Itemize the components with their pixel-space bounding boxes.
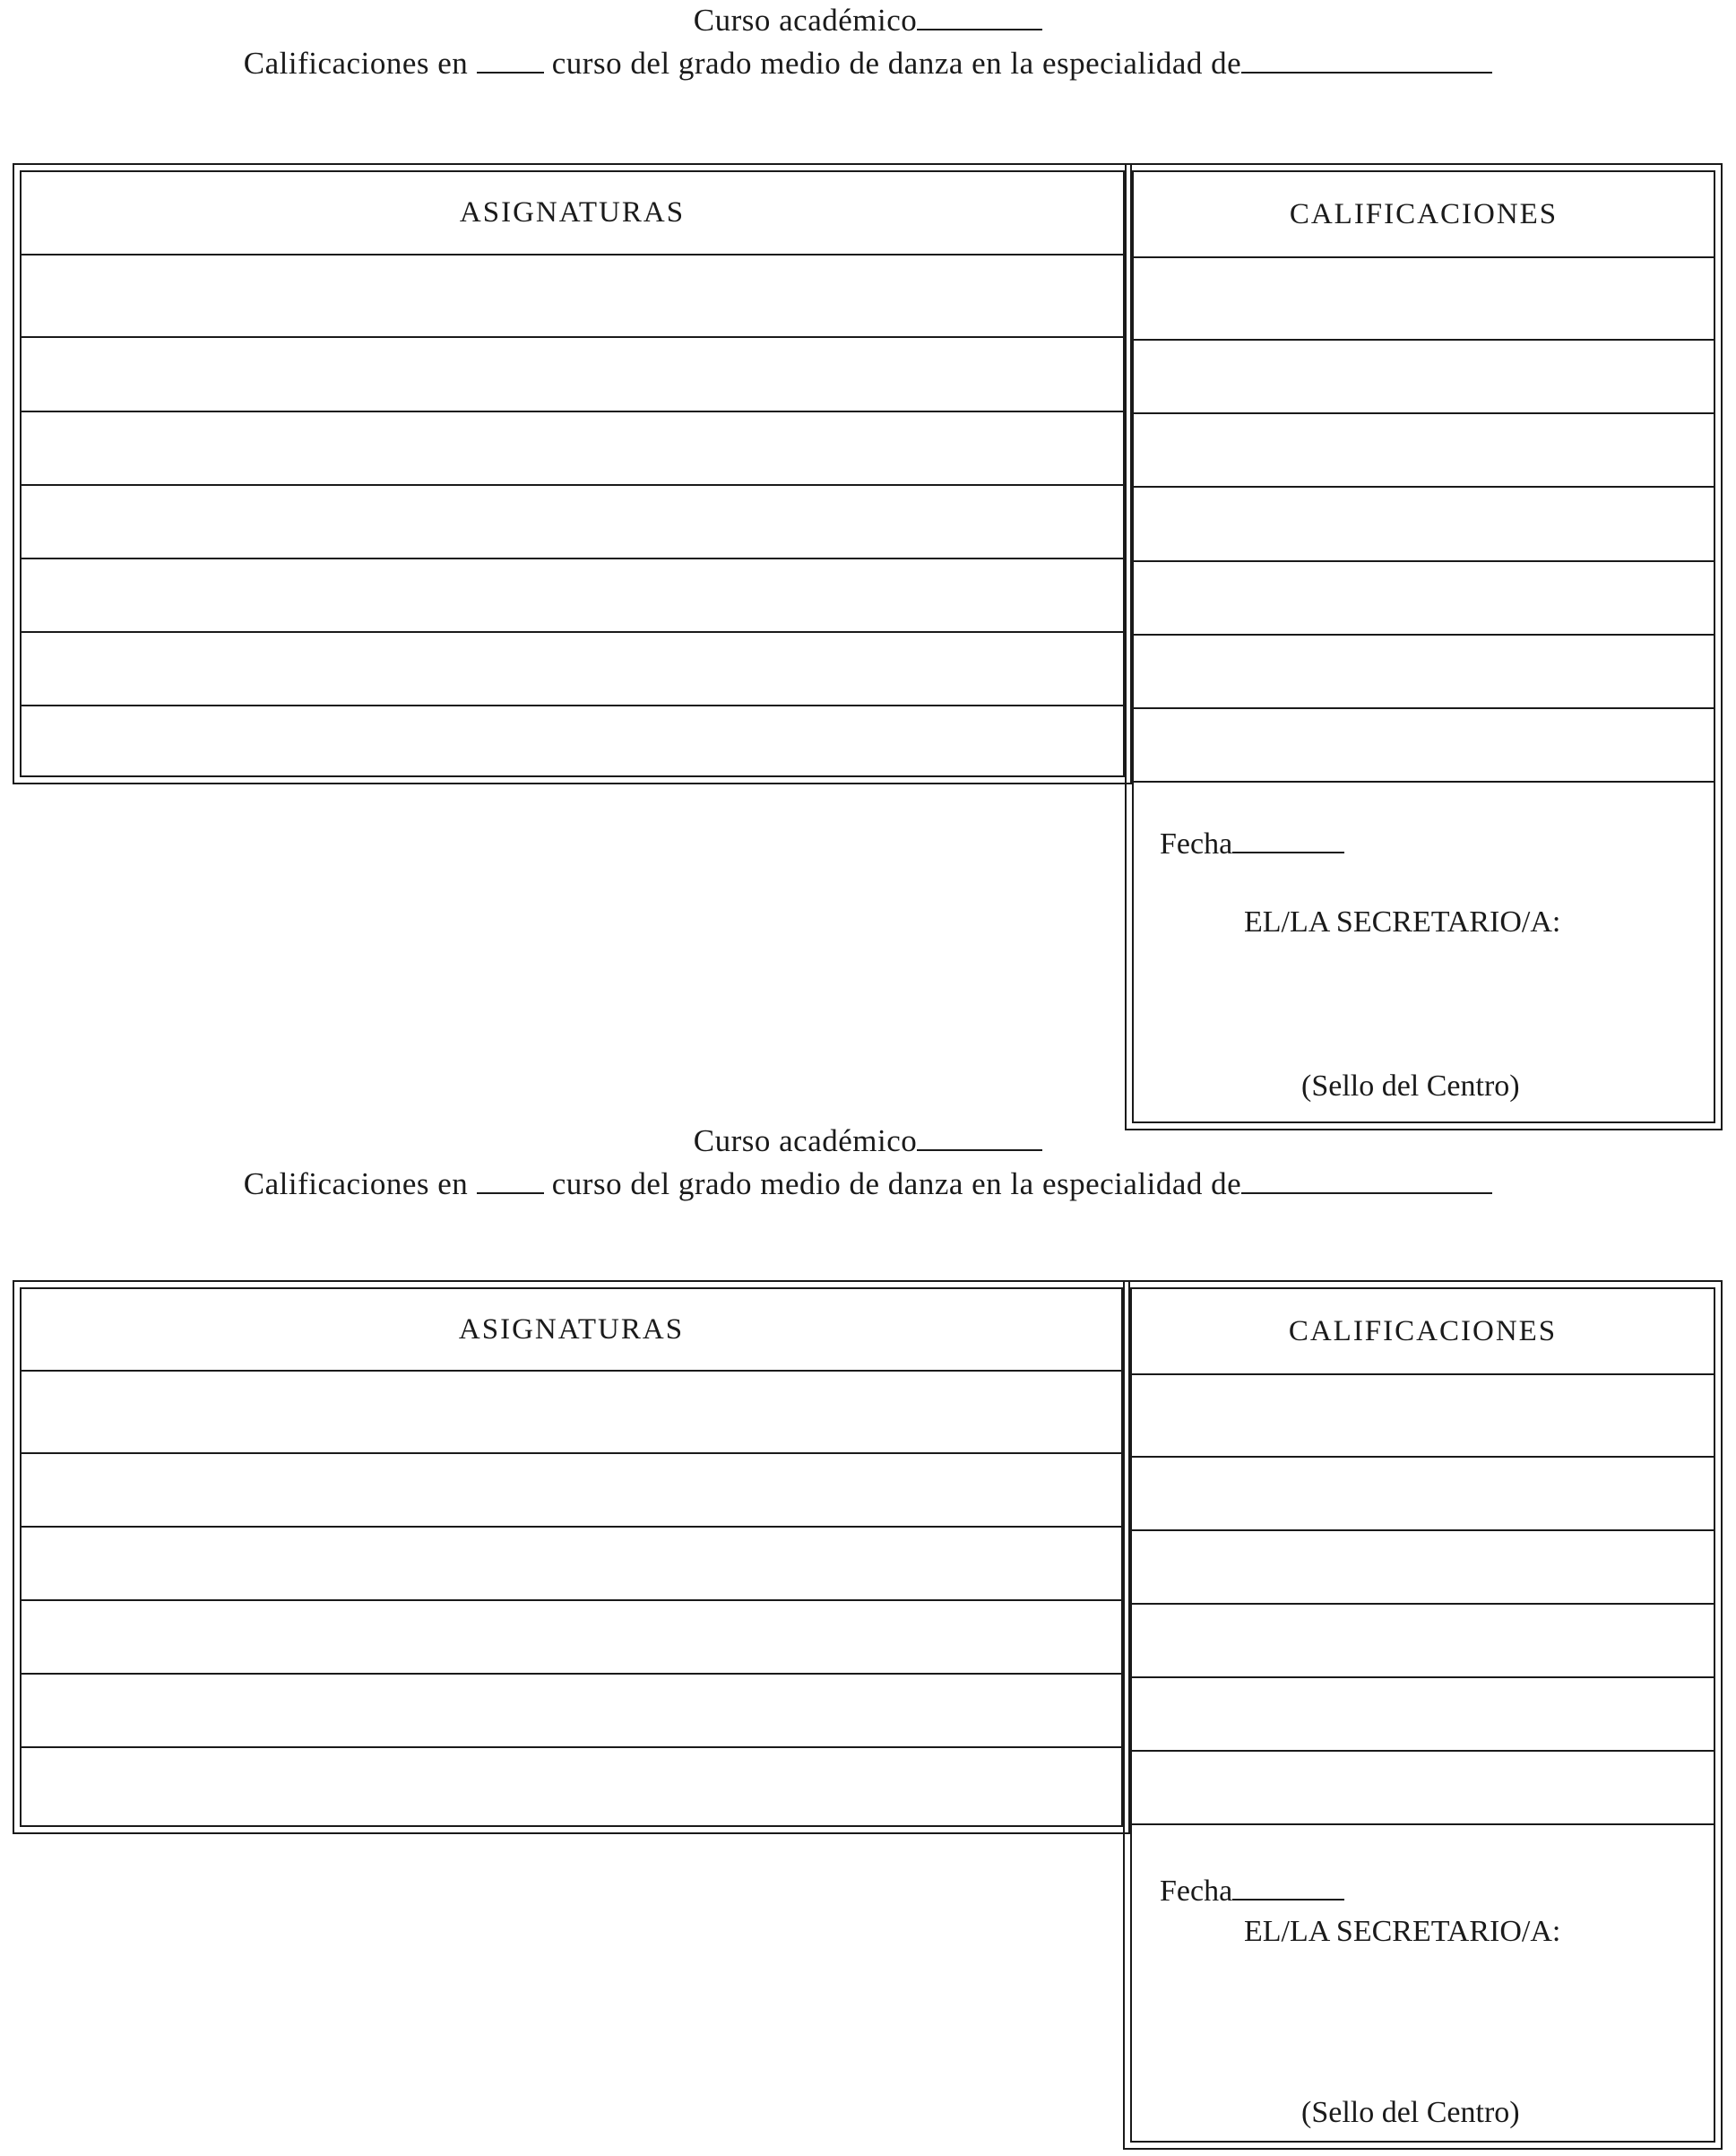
row-line: [20, 558, 1125, 559]
row-line: [20, 1452, 1123, 1454]
course-number-blank[interactable]: [477, 1165, 544, 1194]
course-number-blank[interactable]: [477, 45, 544, 74]
row-line: [1130, 1529, 1715, 1531]
row-line: [20, 631, 1125, 633]
grades-prefix: Calificaciones en: [243, 46, 469, 81]
signature-divider: [1130, 1823, 1715, 1825]
date-line: [1160, 1872, 1344, 1909]
row-line: [1130, 1676, 1715, 1678]
course-year-line: [0, 1122, 1736, 1159]
row-line: [20, 1526, 1123, 1528]
row-line: [20, 336, 1125, 338]
grades-form-2: [0, 1121, 1736, 2156]
row-line: [20, 1746, 1123, 1748]
row-line: [20, 411, 1125, 412]
row-line: [1130, 1603, 1715, 1605]
course-year-blank[interactable]: [917, 1122, 1042, 1151]
secretary-label: EL/LA SECRETARIO/A:: [1244, 1915, 1561, 1948]
grades-middle: curso del grado medio de danza en la especialidad de: [551, 46, 1242, 81]
date-blank[interactable]: [1232, 1872, 1344, 1901]
date-label: Fecha: [1160, 827, 1233, 861]
row-line: [1130, 1456, 1715, 1458]
row-line: [1130, 1750, 1715, 1752]
secretary-label: EL/LA SECRETARIO/A:: [1244, 905, 1561, 939]
row-line: [20, 484, 1125, 486]
grades-column-header: CALIFICACIONES: [1132, 1289, 1714, 1375]
signature-divider: [1132, 781, 1715, 783]
row-line: [1132, 412, 1715, 414]
specialty-blank[interactable]: [1241, 45, 1492, 74]
stamp-label: (Sello del Centro): [1301, 2096, 1520, 2129]
grades-heading-line: [0, 45, 1736, 82]
course-year-label: Curso académico: [693, 1123, 918, 1158]
course-year-blank[interactable]: [917, 2, 1042, 30]
row-line: [1132, 560, 1715, 562]
date-blank[interactable]: [1232, 825, 1344, 853]
course-year-line: [0, 2, 1736, 39]
course-year-label: Curso académico: [693, 3, 918, 38]
row-line: [1132, 707, 1715, 709]
grades-heading-line: [0, 1165, 1736, 1202]
grades-middle: curso del grado medio de danza en la especialidad de: [551, 1166, 1242, 1201]
subjects-column-header: ASIGNATURAS: [22, 172, 1123, 255]
row-line: [20, 1599, 1123, 1601]
row-line: [1132, 634, 1715, 636]
subjects-column-header: ASIGNATURAS: [22, 1289, 1121, 1372]
date-line: [1160, 825, 1344, 862]
grades-column-header: CALIFICACIONES: [1134, 172, 1714, 258]
row-line: [1132, 486, 1715, 488]
date-label: Fecha: [1160, 1875, 1233, 1908]
grades-table: [1130, 1287, 1715, 2143]
subjects-table: [20, 170, 1125, 777]
row-line: [20, 1673, 1123, 1675]
row-line: [20, 705, 1125, 706]
grades-prefix: Calificaciones en: [243, 1166, 469, 1201]
grades-table: [1132, 170, 1715, 1123]
stamp-label: (Sello del Centro): [1301, 1069, 1520, 1103]
specialty-blank[interactable]: [1241, 1165, 1492, 1194]
row-line: [1132, 339, 1715, 341]
